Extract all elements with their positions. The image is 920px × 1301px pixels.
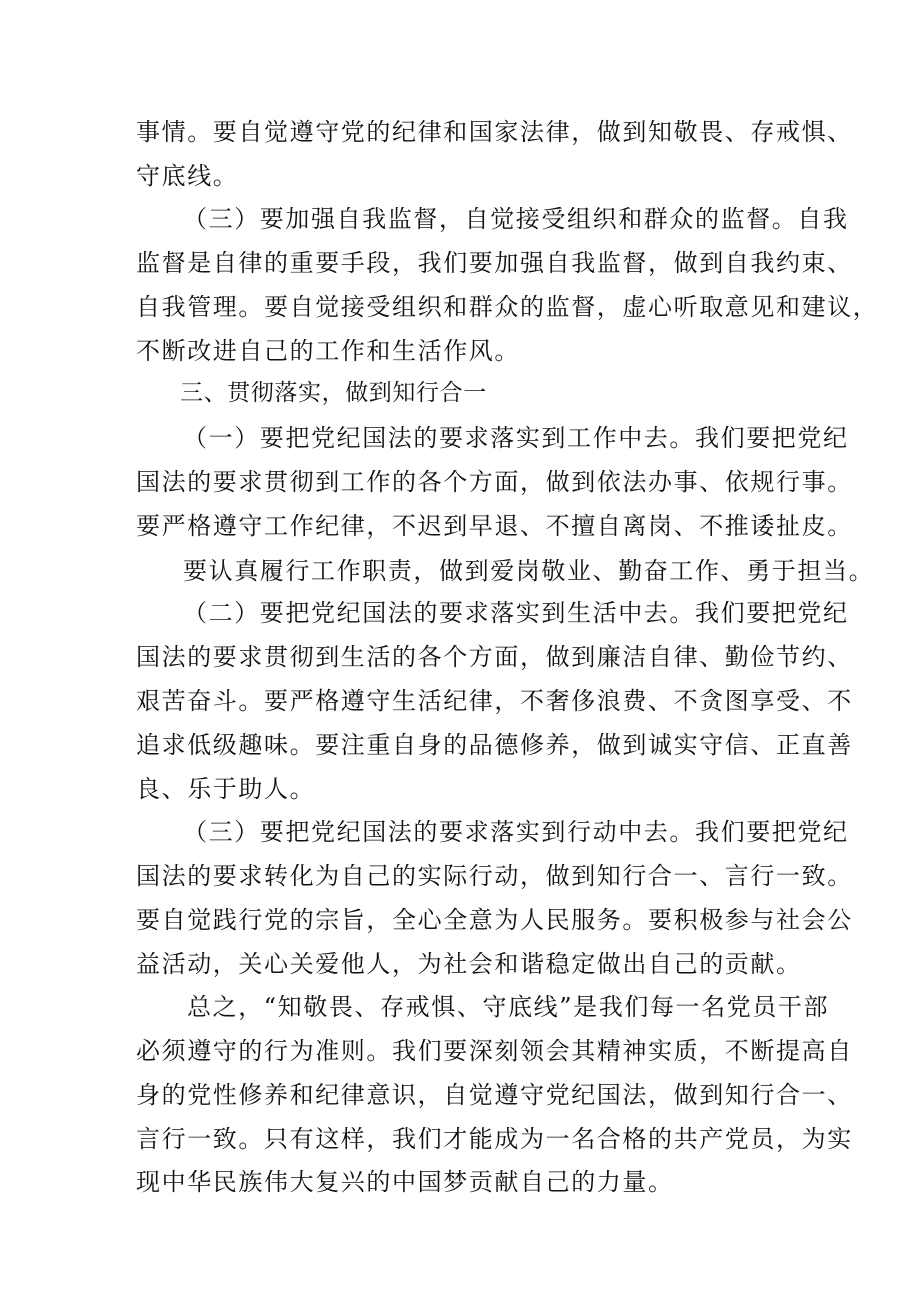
paragraph-line: 要自觉践行党的宗旨，全心全意为人民服务。要积极参与社会公 (136, 906, 853, 934)
paragraph-line: （三）要把党纪国法的要求落实到行动中去。我们要把党纪 (183, 818, 849, 846)
paragraph-line: 国法的要求转化为自己的实际行动，做到知行合一、言行一致。 (136, 862, 853, 890)
paragraph-line: 益活动，关心关爱他人，为社会和谐稳定做出自己的贡献。 (136, 950, 802, 978)
paragraph-line: 必须遵守的行为准则。我们要深刻领会其精神实质，不断提高自 (136, 1037, 853, 1065)
paragraph-line: 监督是自律的重要手段，我们要加强自我监督，做到自我约束、 (136, 249, 853, 277)
paragraph-line: 追求低级趣味。要注重自身的品德修养，做到诚实守信、正直善 (136, 731, 853, 759)
paragraph-line: 自我管理。要自觉接受组织和群众的监督，虚心听取意见和建议， (136, 293, 879, 321)
section-heading: 三、贯彻落实，做到知行合一 (180, 380, 487, 406)
paragraph-line: 言行一致。只有这样，我们才能成为一名合格的共产党员，为实 (136, 1125, 853, 1153)
paragraph-line: 国法的要求贯彻到生活的各个方面，做到廉洁自律、勤俭节约、 (136, 643, 853, 671)
paragraph-line: 良、乐于助人。 (136, 775, 316, 803)
paragraph-line: （二）要把党纪国法的要求落实到生活中去。我们要把党纪 (183, 599, 849, 627)
paragraph-line: 身的党性修养和纪律意识，自觉遵守党纪国法，做到知行合一、 (136, 1081, 853, 1109)
paragraph-line: 不断改进自己的工作和生活作风。 (136, 337, 520, 365)
paragraph-line: （三）要加强自我监督，自觉接受组织和群众的监督。自我 (183, 205, 849, 233)
paragraph-line: 要严格遵守工作纪律，不迟到早退、不擅自离岗、不推诿扯皮。 (136, 512, 853, 540)
paragraph-line: 要认真履行工作职责，做到爱岗敬业、勤奋工作、勇于担当。 (183, 557, 875, 585)
paragraph-line: 总之，“知敬畏、存戒惧、守底线”是我们每一名党员干部 (187, 993, 830, 1021)
paragraph-line: 艰苦奋斗。要严格遵守生活纪律，不奢侈浪费、不贪图享受、不 (136, 687, 853, 715)
paragraph-line: 国法的要求贯彻到工作的各个方面，做到依法办事、依规行事。 (136, 468, 853, 496)
paragraph-line: 现中华民族伟大复兴的中国梦贡献自己的力量。 (136, 1168, 674, 1196)
paragraph-line: 守底线。 (136, 162, 239, 190)
paragraph-line: （一）要把党纪国法的要求落实到工作中去。我们要把党纪 (183, 424, 849, 452)
paragraph-line: 事情。要自觉遵守党的纪律和国家法律，做到知敬畏、存戒惧、 (136, 118, 853, 146)
